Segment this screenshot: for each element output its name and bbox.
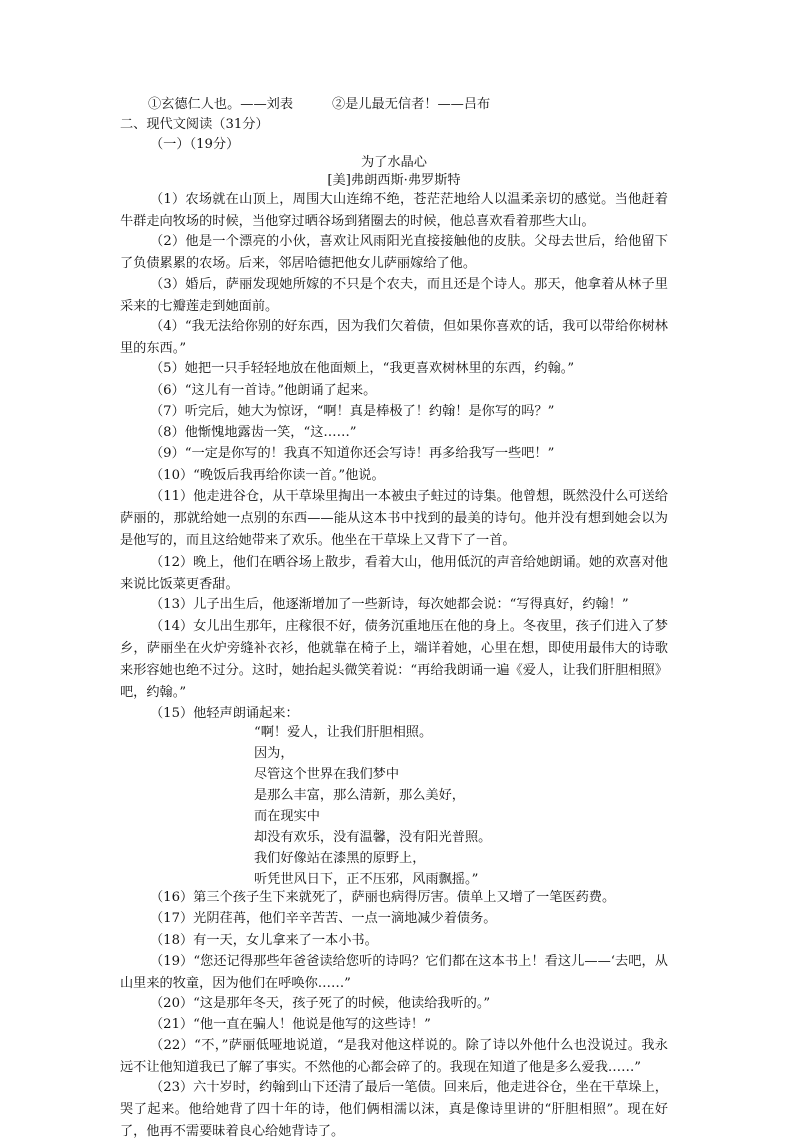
section-title: 二、现代文阅读（31分） (120, 117, 269, 132)
paragraph-11: （11）他走进谷仓，从干草垛里掏出一本被虫子蛀过的诗集。他曾想，既然没什么可送给萨丽的，那就给她一点别的东西——能从这本书中找到的最美的诗句。他并没有想到她会以为是他写的，而且这给她带来了欢乐。他坐在干草垛上又背下了一首。 (120, 489, 668, 548)
poem-line: 而在现实中 (254, 809, 320, 824)
paragraph-19: （19）“您还记得那些年爸爸读给您听的诗吗？它们都在这本书上！看这儿——‘去吧，从山里来的牧童，因为他们在呼唤你……” (120, 954, 668, 991)
paragraph-18: （18）有一天，女儿拿来了一本小书。 (150, 933, 378, 948)
reference-line-1: ①玄德仁人也。——刘表 (148, 97, 294, 112)
poem-line: “啊！爱人，让我们肝胆相照。 (254, 725, 433, 740)
paragraph-23: （23）六十岁时，约翰到山下还清了最后一笔债。回来后，他走进谷仓，坐在干草垛上，哭了起来。他给她背了四十年的诗，他们俩相濡以沫，真是像诗里讲的“肝胆相照”。现在好了，他再不需要昧着良心给她背诗了。 (120, 1080, 668, 1139)
poem-line: 我们好像站在漆黑的原野上， (254, 851, 426, 866)
paragraph-13: （13）儿子出生后，他逐渐增加了一些新诗，每次她都会说：“写得真好，约翰！” (150, 597, 629, 612)
paragraph-8: （8）他惭愧地露齿一笑，“这……” (150, 425, 357, 440)
paragraph-7: （7）听完后，她大为惊讶，“啊！真是棒极了！约翰！是你写的吗？” (150, 404, 555, 419)
subsection-title: （一）（19分） (150, 137, 240, 152)
paragraph-3: （3）婚后，萨丽发现她所嫁的不只是个农夫，而且还是个诗人。那天，他拿着从林子里采来的七瓣莲走到她面前。 (120, 277, 668, 314)
article-author: [美]弗朗西斯·弗罗斯特 (327, 173, 461, 188)
paragraph-22: （22）“不，”萨丽低哑地说道，“是我对他这样说的。除了诗以外他什么也没说过。我永远不让他知道我已了解了事实。不然他的心都会碎了的。我现在知道了他是多么爱我……” (120, 1038, 668, 1075)
paragraph-17: （17）光阴荏苒，他们辛辛苦苦、一点一滴地减少着债务。 (150, 911, 497, 926)
poem-line: 是那么丰富，那么清新，那么美好， (254, 788, 465, 803)
poem-line: 却没有欢乐，没有温馨，没有阳光普照。 (254, 830, 492, 845)
paragraph-20: （20）“这是那年冬天，孩子死了的时候，他读给我听的。” (150, 996, 491, 1011)
reference-line-2: ②是儿最无信者！——吕布 (332, 97, 491, 112)
paragraph-2: （2）他是一个漂亮的小伙，喜欢让风雨阳光直接接触他的皮肤。父母去世后，给他留下了负债累累的农场。后来，邻居哈德把他女儿萨丽嫁给了他。 (120, 234, 668, 271)
paragraph-21: （21）“他一直在骗人！他说是他写的这些诗！” (150, 1017, 431, 1032)
paragraph-5: （5）她把一只手轻轻地放在他面颊上，“我更喜欢树林里的东西，约翰。” (150, 361, 575, 376)
poem-line: 听凭世风日下，正不压邪，风雨飘摇。” (254, 872, 479, 887)
paragraph-12: （12）晚上，他们在晒谷场上散步，看着大山，他用低沉的声音给她朗诵。她的欢喜对他来说比饭菜更香甜。 (120, 555, 668, 592)
poem-line: 尽管这个世界在我们梦中 (254, 767, 400, 782)
paragraph-16: （16）第三个孩子生下来就死了，萨丽也病得厉害。债单上又增了一笔医药费。 (150, 890, 616, 905)
poem-line: 因为， (254, 746, 294, 761)
paragraph-1: （1）农场就在山顶上，周围大山连绵不绝，苍茫茫地给人以温柔亲切的感觉。当他赶着牛群走向牧场的时候，当他穿过晒谷场到猪圈去的时候，他总喜欢看着那些大山。 (120, 192, 668, 229)
paragraph-14: （14）女儿出生那年，庄稼很不好，债务沉重地压在他的身上。冬夜里，孩子们进入了梦乡，萨丽坐在火炉旁缝补衣衫，他就靠在椅子上，端详着她，心里在想，即使用最伟大的诗歌来形容她也绝不过分。这时，她抬起头微笑着说：“再给我朗诵一遍《爱人，让我们肝胆相照》吧，约翰。” (120, 619, 668, 700)
paragraph-10: （10）“晚饭后我再给你读一首。”他说。 (150, 468, 385, 483)
paragraph-4: （4）“我无法给你别的好东西，因为我们欠着债，但如果你喜欢的话，我可以带给你树林里的东西。” (120, 319, 668, 356)
article-title: 为了水晶心 (361, 155, 427, 170)
paragraph-9: （9）“一定是你写的！我真不知道你还会写诗！再多给我写一些吧！” (150, 446, 555, 461)
paragraph-15: （15）他轻声朗诵起来： (150, 706, 299, 721)
paragraph-6: （6）“这儿有一首诗。”他朗诵了起来。 (150, 383, 377, 398)
